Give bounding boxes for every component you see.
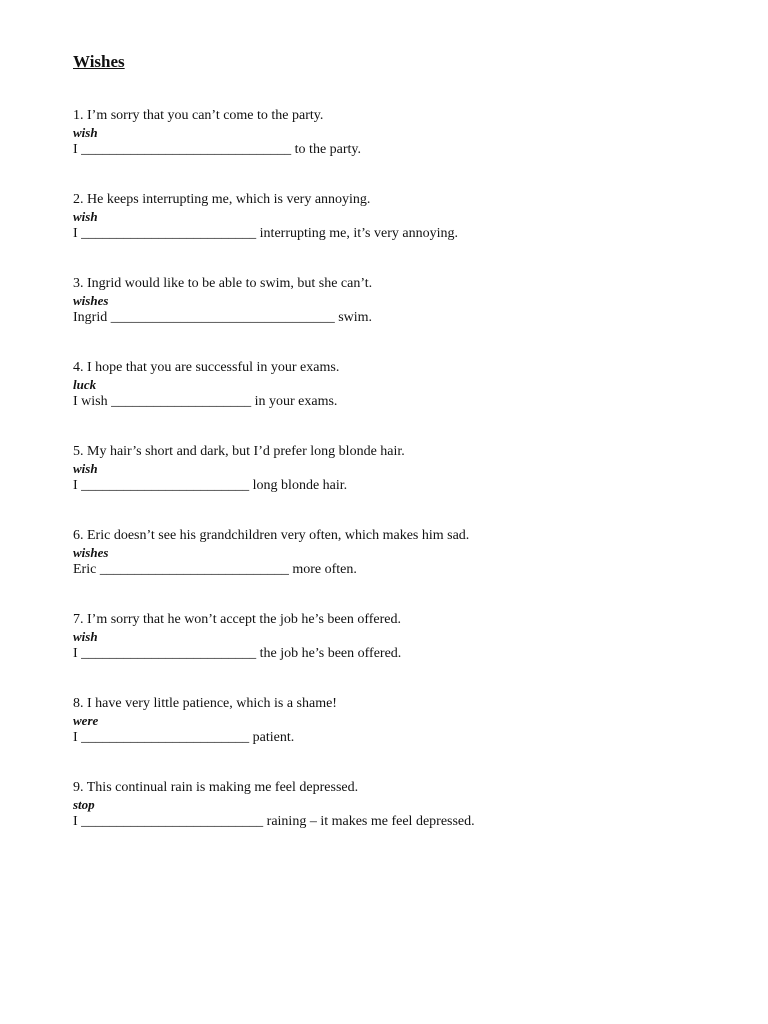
exercise-prompt: 9. This continual rain is making me feel depressed. <box>73 780 359 795</box>
exercise-answer-line: I ______________________________ to the party. <box>73 142 362 157</box>
exercise-prompt: 8. I have very little patience, which is a shame! <box>73 696 337 711</box>
exercise-5 <box>73 443 713 494</box>
exercise-answer-line: Eric ___________________________ more often. <box>73 562 357 577</box>
exercise-8 <box>73 695 713 746</box>
exercise-keyword: wish <box>73 209 98 224</box>
exercise-keyword: stop <box>73 797 95 812</box>
exercise-1 <box>73 107 713 158</box>
exercise-9 <box>73 779 713 830</box>
exercise-prompt: 5. My hair’s short and dark, but I’d prefer long blonde hair. <box>73 444 405 459</box>
exercise-4 <box>73 359 713 410</box>
exercise-keyword: wishes <box>73 545 109 560</box>
exercise-3 <box>73 275 713 326</box>
exercise-answer-line: Ingrid ________________________________ swim. <box>73 310 373 325</box>
exercise-2 <box>73 191 713 242</box>
exercise-prompt: 4. I hope that you are successful in your exams. <box>73 360 340 375</box>
exercise-prompt: 7. I’m sorry that he won’t accept the job he’s been offered. <box>73 612 401 627</box>
exercise-answer-line: I _________________________ the job he’s been offered. <box>73 646 402 661</box>
exercise-answer-line: I ________________________ long blonde hair. <box>73 478 348 493</box>
exercise-keyword: wish <box>73 461 98 476</box>
exercise-answer-line: I _________________________ interrupting me, it’s very annoying. <box>73 226 458 241</box>
exercise-prompt: 2. He keeps interrupting me, which is very annoying. <box>73 192 371 207</box>
exercise-keyword: wishes <box>73 293 109 308</box>
exercise-7 <box>73 611 713 662</box>
exercise-keyword: wish <box>73 629 98 644</box>
exercise-keyword: were <box>73 713 99 728</box>
exercise-answer-line: I wish ____________________ in your exams. <box>73 394 338 409</box>
exercise-prompt: 3. Ingrid would like to be able to swim, but she can’t. <box>73 276 373 291</box>
exercise-prompt: 6. Eric doesn’t see his grandchildren very often, which makes him sad. <box>73 528 470 543</box>
exercise-answer-line: I ________________________ patient. <box>73 730 295 745</box>
exercise-answer-line: I __________________________ raining – it makes me feel depressed. <box>73 814 475 829</box>
page-title: Wishes <box>73 52 125 71</box>
exercise-keyword: luck <box>73 377 97 392</box>
exercise-prompt: 1. I’m sorry that you can’t come to the party. <box>73 108 324 123</box>
exercise-keyword: wish <box>73 125 98 140</box>
exercise-6 <box>73 527 713 578</box>
